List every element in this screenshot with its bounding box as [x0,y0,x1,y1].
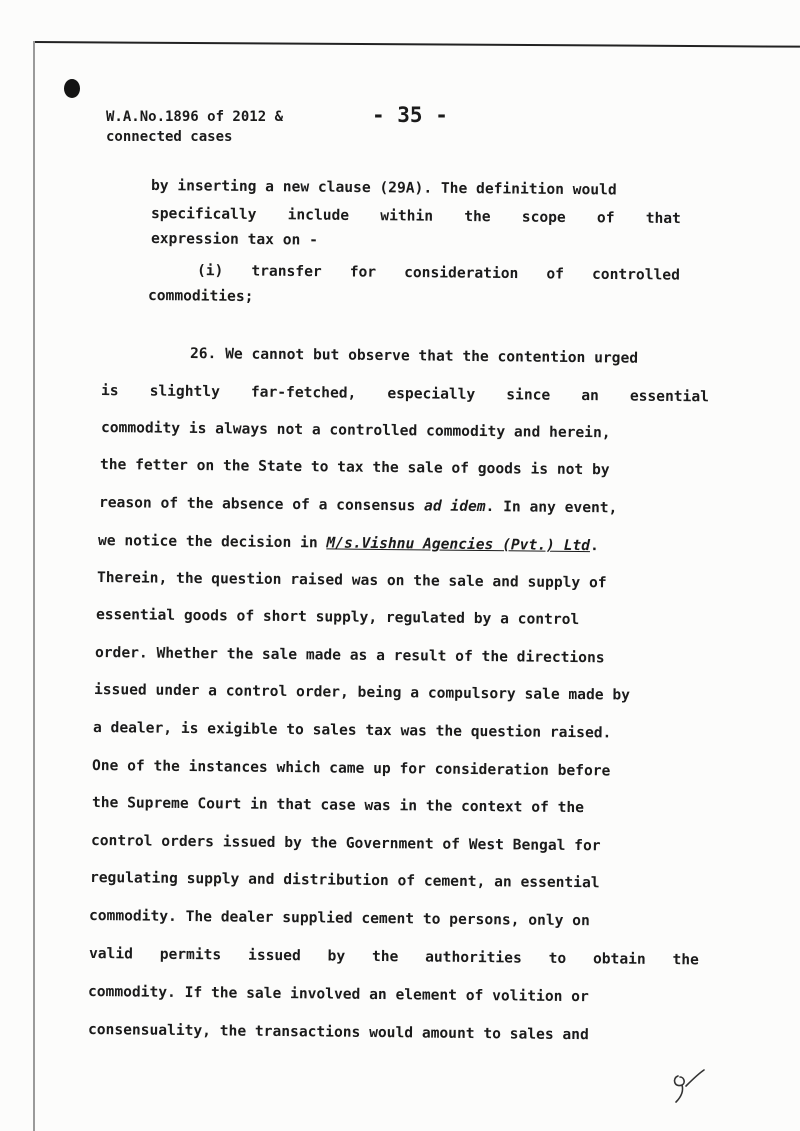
word: obtain [592,950,646,968]
word: by [327,947,346,965]
para-line-3-text: commodity is always not a controlled commodity and herein, [100,419,611,442]
para-line-12 [92,757,611,780]
case-number-line1: W.A.No.1896 of 2012 & [106,109,284,125]
word: transfer [251,262,322,281]
para-line-3 [101,419,611,442]
para-line-1-text: 26. We cannot but observe that the contention urged [189,345,639,367]
para-line-6-text: we notice the decision in [97,532,318,552]
page-border-left [33,41,35,1131]
para-line-5-tail: . In any event, [485,498,618,517]
para-line-8 [96,606,579,629]
word: to [548,949,567,967]
para-line-10 [94,681,630,705]
word: essential [629,387,710,406]
word: specifically [150,205,257,224]
para-line-15-text: regulating supply and distribution of cement, an essential [89,869,600,892]
para-line-16-text: commodity. The dealer supplied cement to persons, only on [88,907,590,930]
quote-item-line-2-text: commodities; [147,287,254,306]
para-line-11 [93,719,612,742]
word: issued [247,946,301,965]
para-line-6-tail: . [589,537,599,555]
para-line-11-text: a dealer, is exigible to sales tax was the question raised. [92,719,612,742]
word: the [464,208,491,226]
para-line-16 [89,907,590,930]
word: of [596,209,615,227]
word: valid [88,945,134,963]
latin-phrase: ad idem [424,497,486,516]
quote-item-line-1 [197,262,680,285]
para-line-18-text: commodity. If the sale involved an element of volition or [87,983,589,1006]
page-border-top [34,41,800,48]
para-line-5 [99,494,618,517]
page-number: - 35 - [372,103,448,127]
para-line-4 [100,456,610,479]
word: (i) [196,262,224,280]
word: within [380,207,434,225]
para-line-7-text: Therein, the question raised was on the sale and supply of [96,569,607,592]
word: scope [521,208,566,226]
quote-line-3-text: expression tax on - [150,230,319,249]
para-line-7 [97,569,607,592]
word: far-fetched, [250,383,357,402]
quote-line-3 [151,230,318,250]
word: slightly [149,382,220,401]
word: an [581,387,599,405]
case-number-line2: connected cases [106,129,233,145]
para-line-6 [98,532,599,555]
quote-line-1 [151,177,683,200]
word: the [672,951,699,969]
para-line-10-text: issued under a control order, being a compulsory sale made by [93,681,631,704]
quote-line-1-text: by inserting a new clause (29A). The definition would [150,177,617,199]
para-line-18 [88,983,589,1006]
word: especially [387,384,476,403]
word: controlled [591,265,681,284]
word: consideration [404,263,519,283]
para-line-8-text: essential goods of short supply, regulated by a control [95,606,580,629]
word: for [349,263,377,281]
para-line-17 [89,945,699,969]
para-line-2 [101,382,709,406]
para-line-13-text: the Supreme Court in that case was in the context of the [91,794,585,817]
word: that [645,209,681,228]
word: the [371,947,399,966]
para-line-1 [190,345,711,368]
case-number [106,107,283,147]
word: of [546,265,565,283]
initials-signature [668,1068,708,1108]
para-line-4-text: the fetter on the State to tax the sale of goods is not by [99,456,610,479]
para-line-15 [90,869,600,892]
para-line-12-text: One of the instances which came up for consideration before [91,757,611,780]
para-line-9-text: order. Whether the sale made as a result of the directions [94,644,605,667]
para-line-14 [91,832,601,855]
para-line-19-text: consensuality, the transactions would amount to sales and [87,1021,589,1044]
word: since [506,386,551,404]
para-line-19 [88,1021,589,1044]
punch-hole-mark [64,79,80,98]
word: permits [159,945,222,964]
word: is [100,382,119,400]
quote-item-line-2 [148,287,254,306]
para-line-13 [92,794,584,817]
para-line-5-text: reason of the absence of a consensus [98,494,416,515]
para-line-14-text: control orders issued by the Government of West Bengal for [90,832,601,855]
quote-line-2 [151,205,681,228]
word: include [287,206,350,224]
para-line-9 [95,644,605,667]
word: authorities [425,948,522,967]
case-citation: M/s.Vishnu Agencies (Pvt.) Ltd [326,534,591,555]
